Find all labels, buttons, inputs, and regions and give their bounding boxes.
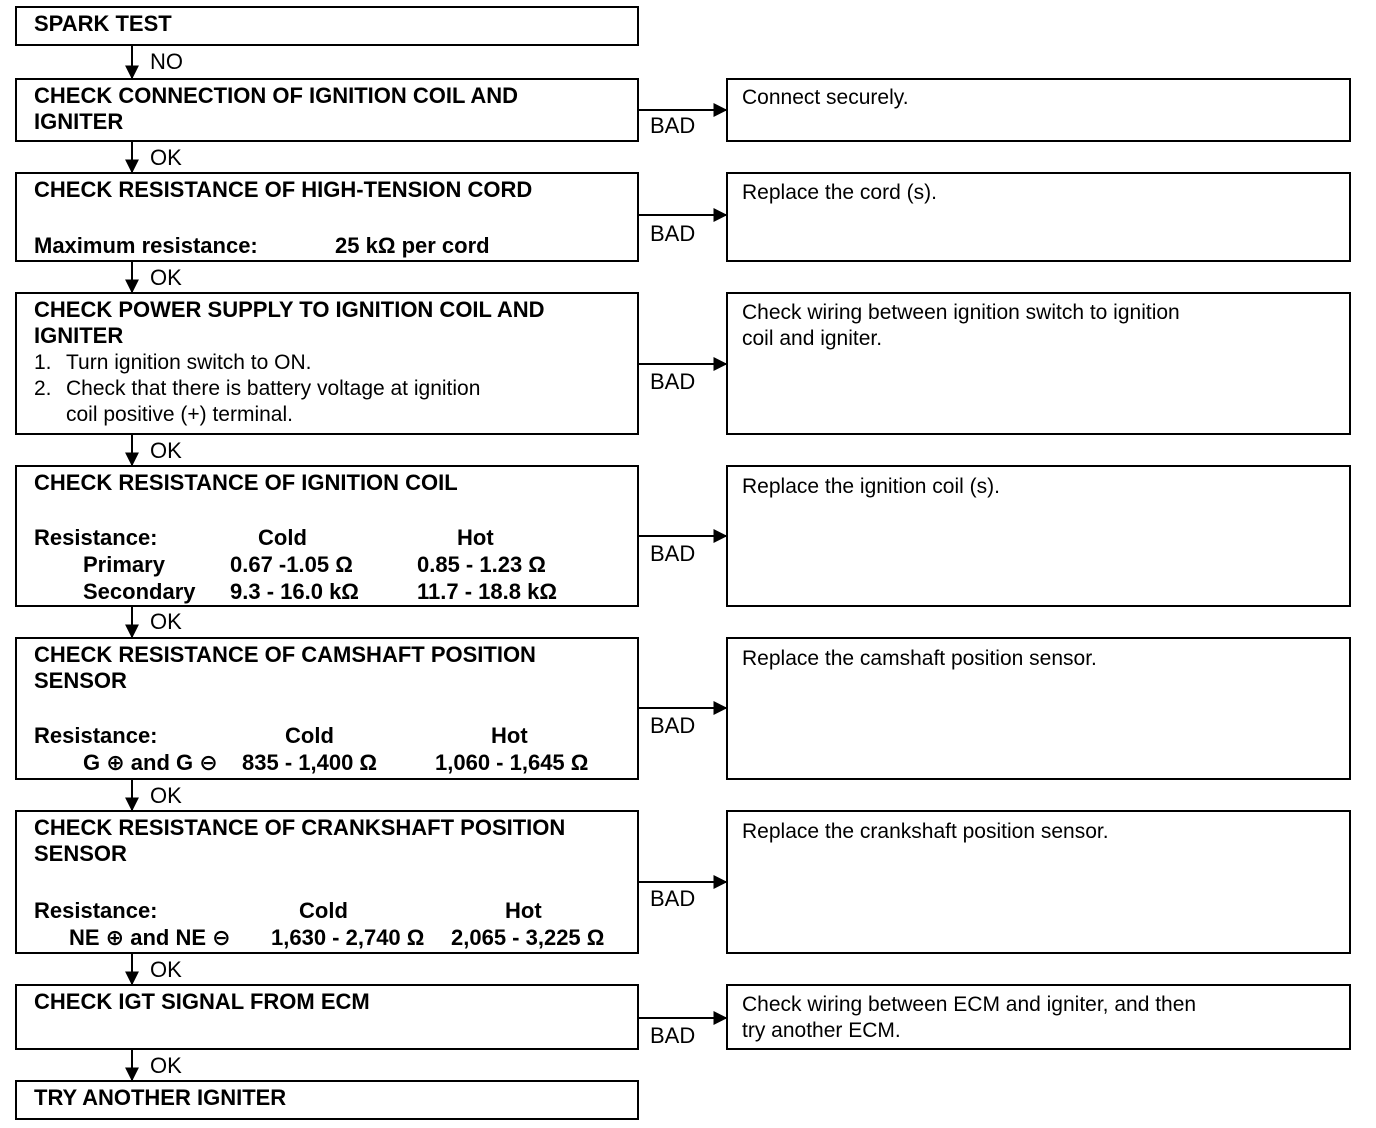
label-ok: OK xyxy=(150,783,182,808)
remedy-text: Replace the ignition coil (s). xyxy=(742,475,1000,498)
label-bad: BAD xyxy=(650,1023,696,1048)
label-ok: OK xyxy=(150,609,182,634)
remedy-high-tension-cord xyxy=(726,172,1351,262)
spec-label: Maximum resistance: xyxy=(34,233,258,258)
label-bad: BAD xyxy=(650,713,696,738)
resistance-label: Resistance: xyxy=(34,898,158,923)
step-check-camshaft-sensor xyxy=(15,637,639,780)
terminal-pair: G ⊕ and G ⊖ xyxy=(83,750,218,775)
step-title-line1: CHECK POWER SUPPLY TO IGNITION COIL AND xyxy=(34,297,545,322)
step-title-line2: IGNITER xyxy=(34,323,124,348)
step-title: SPARK TEST xyxy=(34,11,172,36)
step-try-another-igniter xyxy=(15,1080,639,1120)
step-check-igt-signal xyxy=(15,984,639,1050)
value-hot: 1,060 - 1,645 Ω xyxy=(435,750,589,775)
column-cold: Cold xyxy=(285,723,334,748)
row-name-primary: Primary xyxy=(83,552,165,577)
remedy-text: Replace the crankshaft position sensor. xyxy=(742,820,1109,843)
value-cold: 1,630 - 2,740 Ω xyxy=(271,925,425,950)
label-bad: BAD xyxy=(650,221,696,246)
instruction-1: 1. Turn ignition switch to ON. xyxy=(34,351,312,374)
remedy-power-supply xyxy=(726,292,1351,435)
remedy-text-line2: coil and igniter. xyxy=(742,327,883,350)
step-title-line1: CHECK RESISTANCE OF CRANKSHAFT POSITION xyxy=(34,815,566,840)
instruction-2-cont: coil positive (+) terminal. xyxy=(66,403,293,426)
step-check-crankshaft-sensor xyxy=(15,810,639,954)
label-ok: OK xyxy=(150,438,182,463)
step-check-ignition-coil xyxy=(15,465,639,607)
label-ok: OK xyxy=(150,957,182,982)
terminal-pair: NE ⊕ and NE ⊖ xyxy=(69,925,231,950)
label-bad: BAD xyxy=(650,886,696,911)
row-name-secondary: Secondary xyxy=(83,579,196,604)
step-title: TRY ANOTHER IGNITER xyxy=(34,1085,287,1110)
step-title: CHECK RESISTANCE OF IGNITION COIL xyxy=(34,470,458,495)
step-spark-test xyxy=(15,6,639,46)
step-title-line2: SENSOR xyxy=(34,668,127,693)
remedy-crankshaft-sensor xyxy=(726,810,1351,954)
value-primary-hot: 0.85 - 1.23 Ω xyxy=(417,552,546,577)
value-secondary-cold: 9.3 - 16.0 kΩ xyxy=(230,579,359,604)
remedy-connection xyxy=(726,78,1351,142)
remedy-text-line1: Check wiring between ECM and igniter, and then xyxy=(742,993,1197,1016)
label-ok: OK xyxy=(150,145,182,170)
remedy-text: Replace the cord (s). xyxy=(742,181,937,204)
column-cold: Cold xyxy=(299,898,348,923)
label-ok: OK xyxy=(150,265,182,290)
label-no: NO xyxy=(150,49,183,74)
remedy-text: Connect securely. xyxy=(742,86,909,109)
remedy-text-line1: Check wiring between ignition switch to ignition xyxy=(742,301,1180,324)
column-hot: Hot xyxy=(491,723,528,748)
value-cold: 835 - 1,400 Ω xyxy=(242,750,378,775)
label-ok: OK xyxy=(150,1053,182,1078)
column-hot: Hot xyxy=(457,525,494,550)
remedy-ignition-coil xyxy=(726,465,1351,607)
instruction-2: 2. Check that there is battery voltage at ignition xyxy=(34,377,481,400)
step-title: CHECK RESISTANCE OF HIGH-TENSION CORD xyxy=(34,177,533,202)
remedy-igt-signal xyxy=(726,984,1351,1050)
step-title-line2: SENSOR xyxy=(34,841,127,866)
column-hot: Hot xyxy=(505,898,542,923)
spec-value: 25 kΩ per cord xyxy=(335,233,490,258)
step-title-line1: CHECK CONNECTION OF IGNITION COIL AND xyxy=(34,83,518,108)
remedy-text-line2: try another ECM. xyxy=(742,1019,901,1042)
value-secondary-hot: 11.7 - 18.8 kΩ xyxy=(417,579,557,604)
remedy-camshaft-sensor xyxy=(726,637,1351,780)
column-cold: Cold xyxy=(258,525,307,550)
resistance-label: Resistance: xyxy=(34,723,158,748)
step-title: CHECK IGT SIGNAL FROM ECM xyxy=(34,989,370,1014)
step-title-line1: CHECK RESISTANCE OF CAMSHAFT POSITION xyxy=(34,642,536,667)
step-title-line2: IGNITER xyxy=(34,109,124,134)
value-hot: 2,065 - 3,225 Ω xyxy=(451,925,605,950)
value-primary-cold: 0.67 -1.05 Ω xyxy=(230,552,353,577)
step-check-power-supply xyxy=(15,292,639,435)
remedy-text: Replace the camshaft position sensor. xyxy=(742,647,1097,670)
step-check-high-tension-cord xyxy=(15,172,639,262)
label-bad: BAD xyxy=(650,113,696,138)
label-bad: BAD xyxy=(650,541,696,566)
step-check-connection xyxy=(15,78,639,142)
label-bad: BAD xyxy=(650,369,696,394)
resistance-label: Resistance: xyxy=(34,525,158,550)
